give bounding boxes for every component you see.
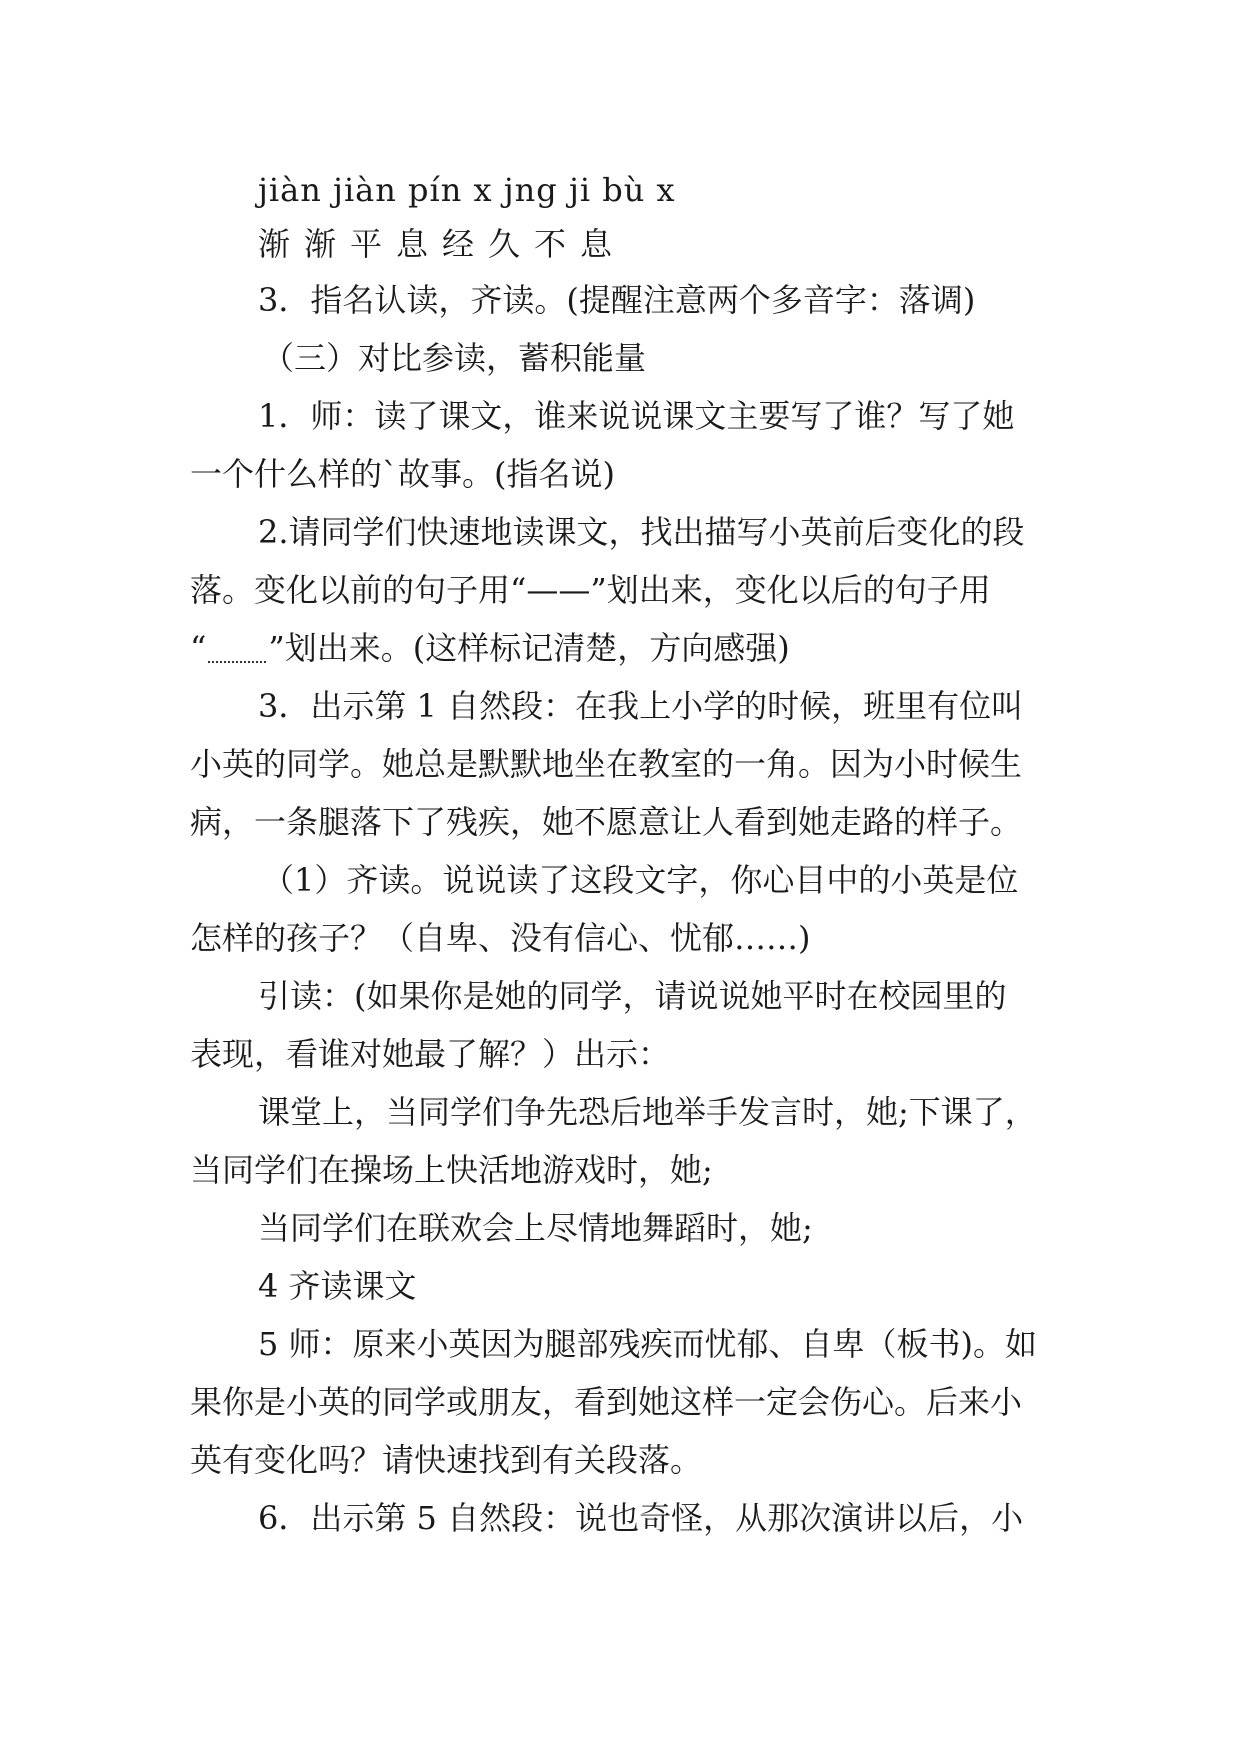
- question-3-line-2: 小英的同学。她总是默默地坐在教室的一角。因为小时候生: [190, 745, 1023, 783]
- question-3-line-1: 3．出示第 1 自然段：在我上小学的时候，班里有位叫: [258, 687, 1024, 725]
- guided-reading-line-2: 表现，看谁对她最了解？）出示：: [190, 1035, 671, 1073]
- step-5-line-3: 英有变化吗？请快速找到有关段落。: [190, 1441, 703, 1479]
- step-4: 4 齐读课文: [258, 1267, 417, 1305]
- pinyin-line: jiàn jiàn pín x jng ji bù x: [258, 171, 676, 209]
- sub-question-1-line-1: （1）齐读。说说读了这段文字，你心目中的小英是位: [262, 861, 1019, 899]
- classroom-line-2: 当同学们在操场上快活地游戏时，她;: [190, 1151, 713, 1189]
- open-quote: “: [190, 629, 207, 667]
- question-2-line-3: [190, 628, 790, 668]
- question-1-line-1: 1．师：读了课文，谁来说说课文主要写了谁？写了她: [258, 397, 1015, 435]
- party-line: 当同学们在联欢会上尽情地舞蹈时，她;: [258, 1209, 813, 1247]
- question-2-line-2: 落。变化以前的句子用“——”划出来，变化以后的句子用: [190, 571, 991, 609]
- question-1-line-2: 一个什么样的`故事。(指名说): [190, 455, 615, 493]
- step-5-line-1: 5 师：原来小英因为腿部残疾而忧郁、自卑（板书)。如: [258, 1325, 1038, 1363]
- paragraph-3: 3．指名认读，齐读。(提醒注意两个多音字：落调): [258, 281, 976, 319]
- question-2-line-3-text: ”划出来。(这样标记清楚，方向感强): [268, 629, 790, 667]
- wavy-underline-blank: [208, 631, 266, 663]
- question-2-line-1: 2.请同学们快速地读课文，找出描写小英前后变化的段: [258, 513, 1025, 551]
- section-heading-3: （三）对比参读，蓄积能量: [262, 339, 647, 377]
- step-5-line-2: 果你是小英的同学或朋友，看到她这样一定会伤心。后来小: [190, 1383, 1023, 1421]
- chinese-characters-line: 渐渐平息经久不息: [258, 225, 627, 263]
- step-6-line-1: 6．出示第 5 自然段：说也奇怪，从那次演讲以后，小: [258, 1499, 1024, 1537]
- question-3-line-3: 病，一条腿落下了残疾，她不愿意让人看到她走路的样子。: [190, 803, 1023, 841]
- sub-question-1-line-2: 怎样的孩子？（自卑、没有信心、忧郁……): [190, 919, 811, 957]
- classroom-line-1: 课堂上，当同学们争先恐后地举手发言时，她;下课了，: [258, 1093, 1037, 1131]
- guided-reading-line-1: 引读：(如果你是她的同学，请说说她平时在校园里的: [258, 977, 1007, 1015]
